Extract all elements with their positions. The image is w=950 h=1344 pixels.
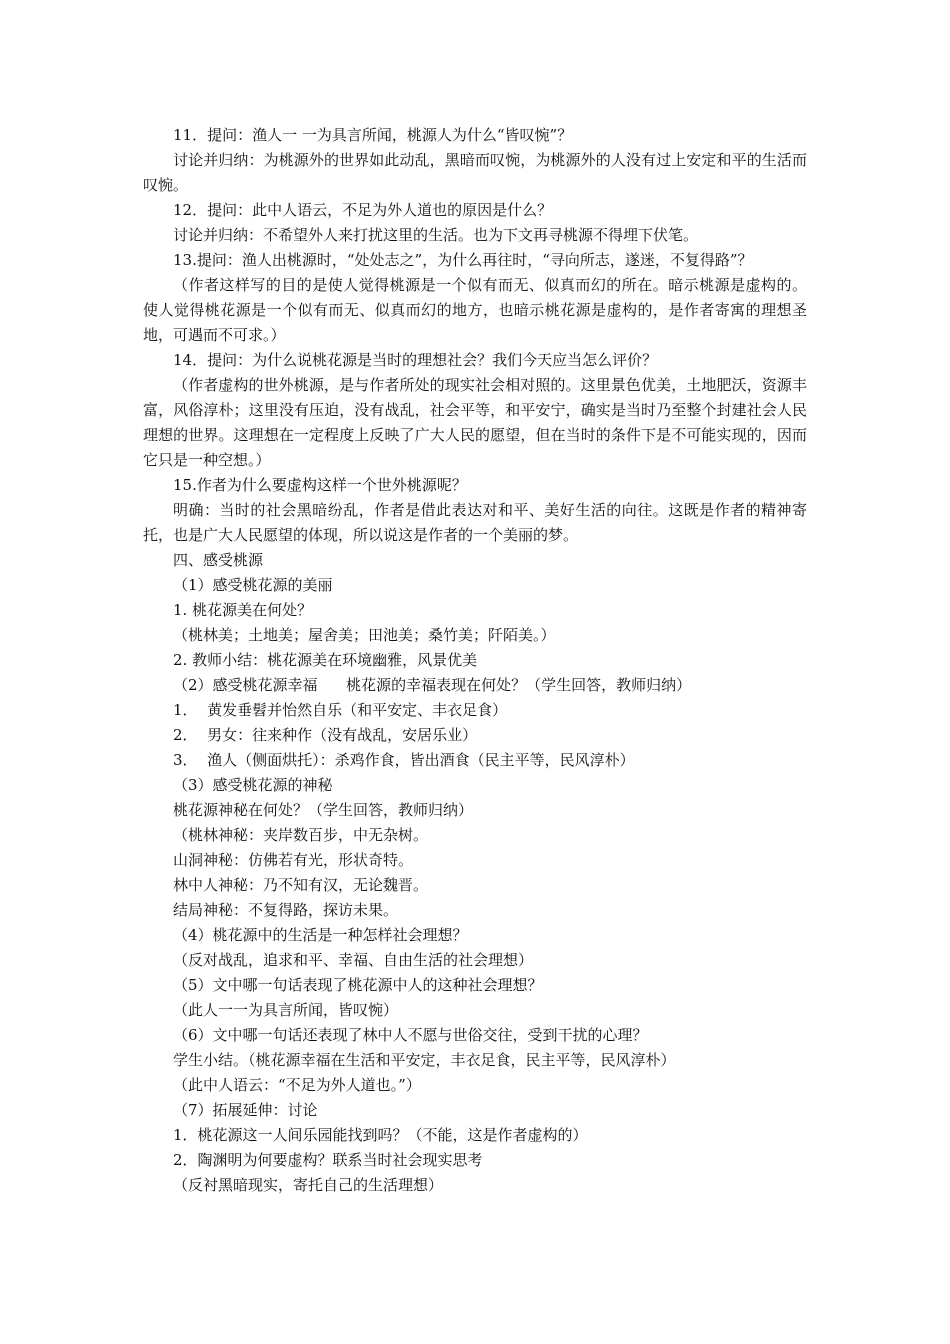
paragraph: 林中人神秘：乃不知有汉，无论魏晋。 — [173, 876, 429, 894]
paragraph: 15.作者为什么要虚构这样一个世外桃源呢？ — [173, 476, 467, 494]
paragraph: 3． 渔人（侧面烘托）：杀鸡作食，皆出酒食（民主平等，民风淳朴） — [173, 751, 635, 769]
paragraph: 11．提问：渔人一 一为具言所闻，桃源人为什么“皆叹惋”？ — [173, 126, 573, 144]
paragraph: 讨论并归纳：为桃源外的世界如此动乱，黑暗而叹惋，为桃源外的人没有过上安定和平的生活而叹惋。 — [143, 151, 807, 194]
paragraph: （3）感受桃花源的神秘 — [173, 776, 333, 794]
paragraph: （作者这样写的目的是使人觉得桃源是一个似有而无、似真而幻的所在。暗示桃源是虚构的。 使人觉得桃花源是一个似有而无、似真而幻的地方，也暗示桃花源是虚构的，是作者寄寓的理想圣地，可遇而不可求。） — [143, 276, 812, 344]
paragraph: （4）桃花源中的生活是一种怎样社会理想？ — [173, 926, 468, 944]
paragraph: 2．陶渊明为何要虚构？联系当时社会现实思考 — [173, 1151, 483, 1169]
paragraph: （2）感受桃花源幸福 桃花源的幸福表现在何处？（学生回答，教师归纳） — [173, 676, 692, 694]
paragraph: （7）拓展延伸：讨论 — [173, 1101, 318, 1119]
paragraph: 桃花源神秘在何处？（学生回答，教师归纳） — [173, 801, 474, 819]
paragraph: 1. 桃花源美在何处？ — [173, 601, 313, 619]
paragraph: 13.提问：渔人出桃源时，“处处志之”，为什么再往时，“寻向所志，遂迷，不复得路”？ — [173, 251, 753, 269]
paragraph: 14．提问：为什么说桃花源是当时的理想社会？我们今天应当怎么评价？ — [173, 351, 658, 369]
paragraph: （1）感受桃花源的美丽 — [173, 576, 333, 594]
paragraph: 山洞神秘：仿佛若有光，形状奇特。 — [173, 851, 414, 869]
paragraph: （此人一一为具言所闻，皆叹惋） — [173, 1001, 399, 1019]
paragraph: （作者虚构的世外桃源，是与作者所处的现实社会相对照的。这里景色优美，土地肥沃，资源丰富，风俗淳朴；这里没有压迫，没有战乱，社会平等，和平安宁，确实是当时乃至整个封建社会人民理想的世界。这理想在一定程度上反映了广大人民的愿望，但在当时的条件下是不可能实现的，因而它只是一种空想。） — [143, 376, 807, 469]
paragraph: （此中人语云：“不足为外人道也。”） — [173, 1076, 421, 1094]
paragraph: 1．桃花源这一人间乐园能找到吗？（不能，这是作者虚构的） — [173, 1126, 588, 1144]
section-heading: 四、感受桃源 — [173, 551, 264, 569]
paragraph: 学生小结。（桃花源幸福在生活和平安定，丰衣足食，民主平等，民风淳朴） — [173, 1051, 676, 1069]
paragraph: 2． 男女：往来种作（没有战乱，安居乐业） — [173, 726, 478, 744]
paragraph: 结局神秘：不复得路，探访未果。 — [173, 901, 399, 919]
paragraph: （桃林美；土地美；屋舍美；田池美；桑竹美；阡陌美。） — [173, 626, 556, 644]
paragraph: （5）文中哪一句话表现了桃花源中人的这种社会理想？ — [173, 976, 543, 994]
paragraph: （6）文中哪一句话还表现了林中人不愿与世俗交往，受到干扰的心理？ — [173, 1026, 648, 1044]
paragraph: 2. 教师小结：桃花源美在环境幽雅，风景优美 — [173, 651, 478, 669]
paragraph: 1． 黄发垂髫并怡然自乐（和平安定、丰衣足食） — [173, 701, 508, 719]
paragraph: （反衬黑暗现实，寄托自己的生活理想） — [173, 1176, 444, 1194]
paragraph: 讨论并归纳：不希望外人来打扰这里的生活。也为下文再寻桃源不得埋下伏笔。 — [173, 226, 699, 244]
paragraph: （桃林神秘：夹岸数百步，中无杂树。 — [173, 826, 429, 844]
paragraph: 12．提问：此中人语云，不足为外人道也的原因是什么？ — [173, 201, 553, 219]
paragraph: （反对战乱，追求和平、幸福、自由生活的社会理想） — [173, 951, 534, 969]
paragraph: 明确：当时的社会黑暗纷乱，作者是借此表达对和平、美好生活的向往。这既是作者的精神寄托，也是广大人民愿望的体现，所以说这是作者的一个美丽的梦。 — [143, 501, 807, 544]
document-body — [143, 123, 812, 1198]
